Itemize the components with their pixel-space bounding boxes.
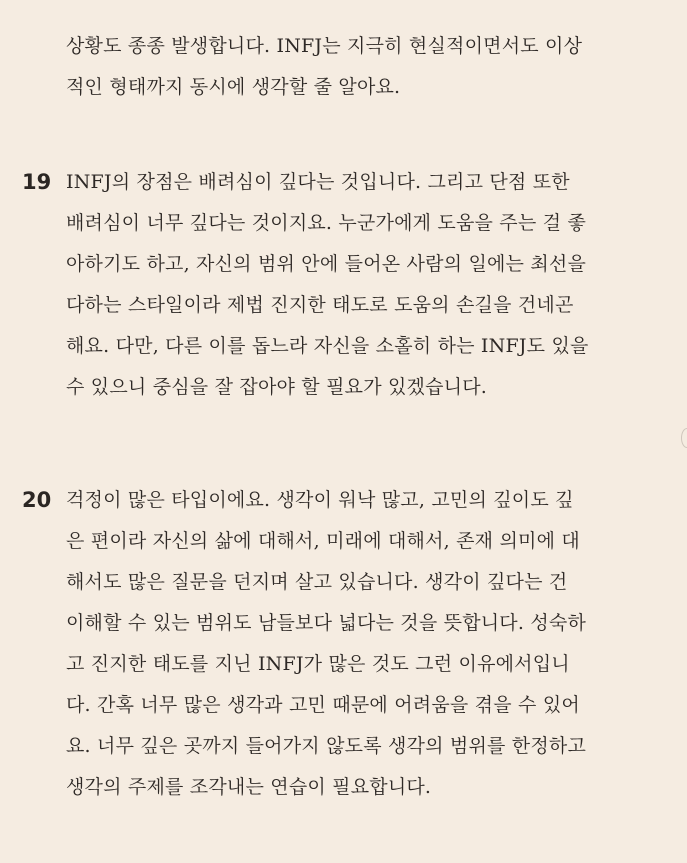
text-line: 생각의 주제를 조각내는 연습이 필요합니다. — [66, 776, 432, 798]
text-line: 적인 형태까지 동시에 생각할 줄 알아요. — [66, 76, 401, 98]
text-line: 요. 너무 깊은 곳까지 들어가지 않도록 생각의 범위를 한정하고 — [66, 735, 587, 757]
text-line: 고 진지한 태도를 지닌 INFJ가 많은 것도 그런 이유에서입니 — [66, 653, 570, 675]
text-line: 아하기도 하고, 자신의 범위 안에 들어온 사람의 일에는 최선을 — [66, 253, 587, 275]
text-line: 다. 간혹 너무 많은 생각과 고민 때문에 어려움을 겪을 수 있어 — [66, 694, 580, 716]
item-paragraph — [66, 162, 658, 408]
text-line: 다하는 스타일이라 제법 진지한 태도로 도움의 손길을 건네곤 — [66, 294, 574, 316]
text-line: 해서도 많은 질문을 던지며 살고 있습니다. 생각이 깊다는 건 — [66, 571, 568, 593]
text-line: 수 있으니 중심을 잘 잡아야 할 필요가 있겠습니다. — [66, 376, 487, 398]
item-paragraph — [66, 480, 658, 808]
intro-paragraph — [66, 26, 658, 108]
text-line: 배려심이 너무 깊다는 것이지요. 누군가에게 도움을 주는 걸 좋 — [66, 212, 587, 234]
page-edge-handle — [681, 428, 687, 448]
text-line: 해요. 다만, 다른 이를 돕느라 자신을 소홀히 하는 INFJ도 있을 — [66, 335, 589, 357]
text-line: 걱정이 많은 타입이에요. 생각이 워낙 많고, 고민의 깊이도 깊 — [66, 489, 574, 511]
text-line: 이해할 수 있는 범위도 남들보다 넓다는 것을 뜻합니다. 성숙하 — [66, 612, 587, 634]
text-line: 은 편이라 자신의 삶에 대해서, 미래에 대해서, 존재 의미에 대 — [66, 530, 580, 552]
item-number: 20 — [22, 488, 52, 512]
text-line: 상황도 종종 발생합니다. INFJ는 지극히 현실적이면서도 이상 — [66, 35, 583, 57]
text-line: INFJ의 장점은 배려심이 깊다는 것입니다. 그리고 단점 또한 — [66, 171, 570, 193]
item-number: 19 — [22, 170, 52, 194]
